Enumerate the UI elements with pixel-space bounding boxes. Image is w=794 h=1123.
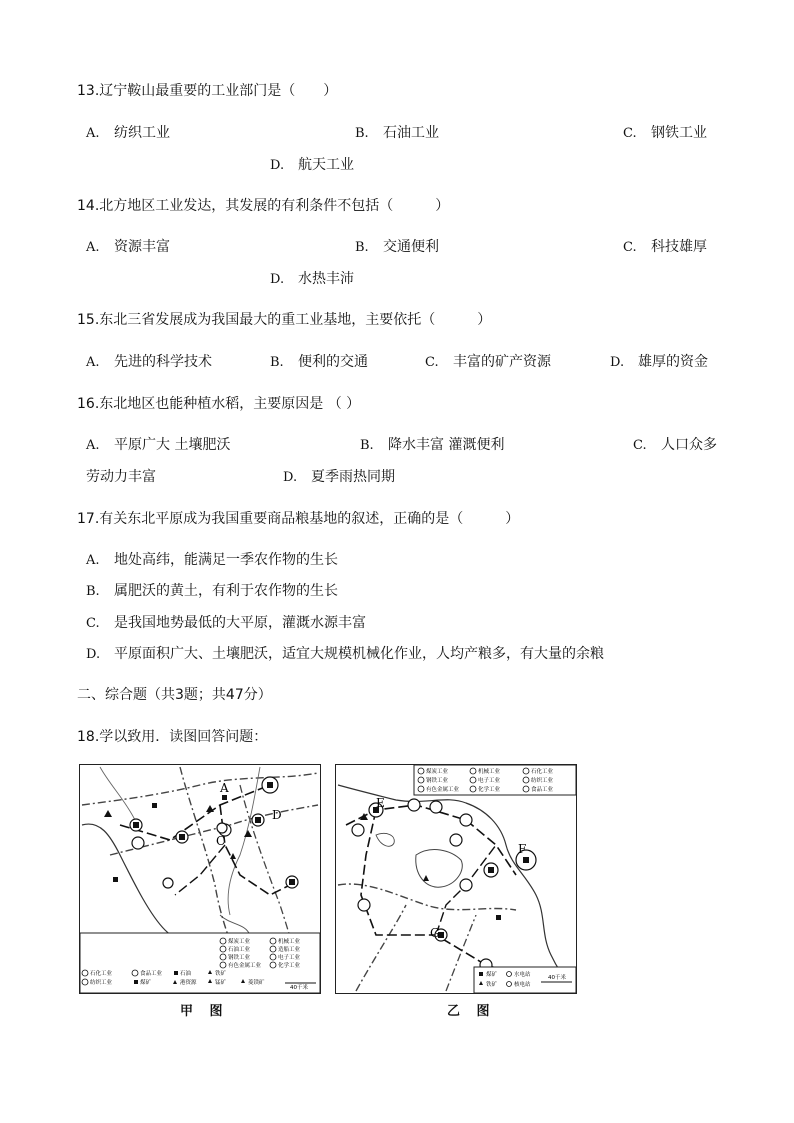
svg-text:煤炭工业: 煤炭工业 [426,769,449,775]
map-jia-point-d: D [272,808,282,822]
q17-option-b[interactable]: B. 属肥沃的黄土，有利于农作物的生长 [86,583,338,599]
svg-text:纺织工业: 纺织工业 [531,778,554,784]
q14-option-a[interactable]: A. 资源丰富 [86,239,170,255]
q15-option-b[interactable]: B. 便利的交通 [270,354,368,370]
q17-option-c[interactable]: C. 是我国地势最低的大平原，灌溉水源丰富 [86,615,366,631]
map-jia [79,764,321,994]
svg-text:核电站: 核电站 [514,982,531,988]
svg-text:机械工业: 机械工业 [278,939,301,945]
svg-text:40千米: 40千米 [290,985,308,991]
q15-option-d[interactable]: D. 雄厚的资金 [610,354,708,370]
section-title: 二、综合题（共3题；共47分） [77,687,272,703]
svg-text:铁矿: 铁矿 [486,982,498,988]
svg-text:40千米: 40千米 [548,975,566,981]
map-yi-point-e: E [376,796,385,810]
svg-text:煤炭工业: 煤炭工业 [228,939,251,945]
svg-text:有色金属工业: 有色金属工业 [426,787,460,793]
map-yi [335,764,577,994]
q13-option-b[interactable]: B. 石油工业 [355,125,439,141]
q15-option-c[interactable]: C. 丰富的矿产资源 [425,354,551,370]
question-15-stem: 15.东北三省发展成为我国最大的重工业基地，主要依托（ ） [77,312,492,328]
svg-text:食品工业: 食品工业 [140,971,163,977]
question-17-stem: 17.有关东北平原成为我国重要商品粮基地的叙述，正确的是（ ） [77,511,520,527]
svg-text:菱镁矿: 菱镁矿 [248,980,265,986]
map-yi-point-f: F [518,842,527,856]
map-jia-point-a: A [220,781,229,795]
question-16-stem: 16.东北地区也能种植水稻，主要原因是 （ ） [77,396,361,412]
svg-text:电子工业: 电子工业 [278,955,301,961]
q16-option-b[interactable]: B. 降水丰富 灌溉便利 [360,437,505,453]
q15-option-a[interactable]: A. 先进的科学技术 [86,354,212,370]
map-jia-point-c: C [216,834,226,848]
q16-option-a[interactable]: A. 平原广大 土壤肥沃 [86,437,231,453]
svg-text:电子工业: 电子工业 [478,778,501,784]
q16-option-c[interactable]: C. 人口众多 [633,437,717,453]
svg-text:食品工业: 食品工业 [531,787,554,793]
svg-text:化学工业: 化学工业 [478,787,501,793]
map-yi-drawing [336,765,576,993]
q13-option-a[interactable]: A. 纺织工业 [86,125,170,141]
svg-text:化学工业: 化学工业 [278,963,301,969]
q16-option-d[interactable]: D. 夏季雨热同期 [283,469,395,485]
q14-option-c[interactable]: C. 科技雄厚 [623,239,707,255]
question-13-stem: 13.辽宁鞍山最重要的工业部门是（ ） [77,83,338,99]
q13-option-d[interactable]: D. 航天工业 [270,157,354,173]
map-yi-caption: 乙 图 [447,1004,496,1019]
svg-text:铁矿: 铁矿 [215,971,227,977]
svg-text:锰矿: 锰矿 [215,980,227,986]
q17-option-a[interactable]: A. 地处高纬，能满足一季农作物的生长 [86,552,338,568]
q16-option-c-continued: 劳动力丰富 [86,469,156,485]
svg-text:水电站: 水电站 [514,972,531,978]
svg-text:有色金属工业: 有色金属工业 [228,963,262,969]
svg-text:石化工业: 石化工业 [90,971,113,977]
q14-option-b[interactable]: B. 交通便利 [355,239,439,255]
svg-text:钢铁工业: 钢铁工业 [426,778,449,784]
svg-text:石化工业: 石化工业 [531,769,554,775]
question-14-stem: 14.北方地区工业发达，其发展的有利条件不包括（ ） [77,198,450,214]
q13-option-c[interactable]: C. 钢铁工业 [623,125,707,141]
question-18-stem: 18.学以致用．读图回答问题： [77,729,268,745]
svg-text:机械工业: 机械工业 [478,769,501,775]
map-yi-point-g: G [430,926,440,940]
svg-text:石油工业: 石油工业 [228,947,251,953]
svg-text:石油: 石油 [180,971,192,977]
svg-text:煤矿: 煤矿 [140,980,152,986]
svg-text:纺织工业: 纺织工业 [90,980,113,986]
svg-text:煤矿: 煤矿 [486,972,498,978]
svg-text:钢铁工业: 钢铁工业 [228,955,251,961]
q14-option-d[interactable]: D. 水热丰沛 [270,271,354,287]
map-jia-caption: 甲 图 [180,1004,229,1019]
svg-text:港资源: 港资源 [180,980,197,986]
q17-option-d[interactable]: D. 平原面积广大、土壤肥沃，适宜大规模机械化作业，人均产粮多，有大量的余粮 [86,646,604,662]
svg-text:造船工业: 造船工业 [278,947,301,953]
map-jia-drawing [80,765,320,993]
